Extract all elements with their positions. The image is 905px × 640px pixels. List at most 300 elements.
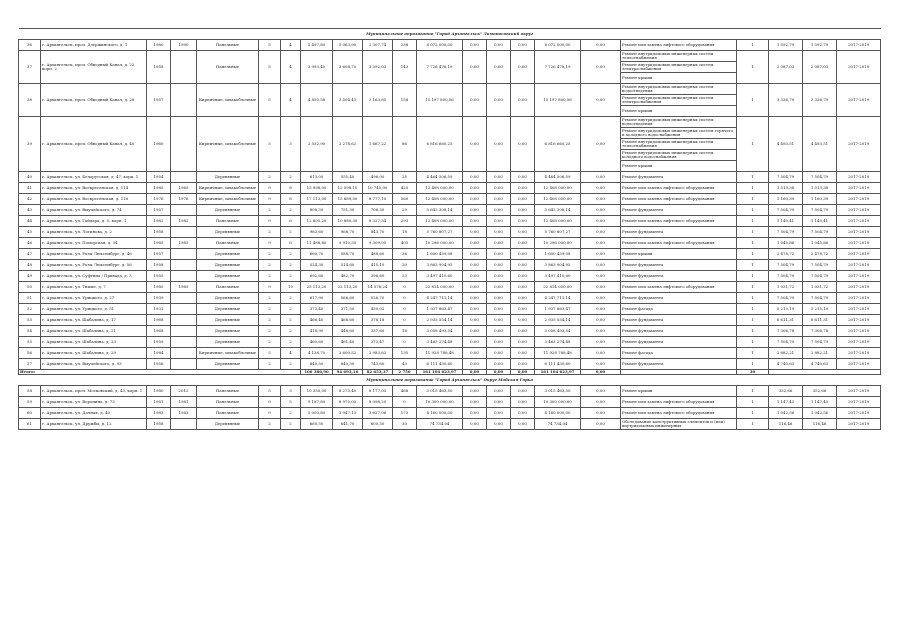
cell-o2: 0,00 xyxy=(581,326,621,337)
cell-c2: 4 493,51 xyxy=(803,117,837,172)
cell-work-type: Ремонт внутридомовых инженерных систем электроснабжения xyxy=(621,62,737,73)
cell-a3: 8 327,34 xyxy=(363,216,393,227)
cell-yr: 2017-2019 xyxy=(837,304,881,315)
cell-a3: 3 163,85 xyxy=(363,84,393,117)
totals-f3: 0,00 xyxy=(511,370,535,375)
cell-a1: 12 895,20 xyxy=(301,216,333,227)
repair-table xyxy=(18,28,881,430)
cell-y1: 1982 xyxy=(147,216,171,227)
cell-n: 42 xyxy=(19,194,41,205)
cell-res: 0 xyxy=(393,397,417,408)
cell-c2: 116,46 xyxy=(803,419,837,430)
section-title: Муниципальное образование "Город Архангельск" Ломоносовский округ xyxy=(19,29,881,40)
cell-c1: 7 504,79 xyxy=(769,260,803,271)
cell-f3: 0,00 xyxy=(511,282,535,293)
cell-addr: г. Архангельск, ул. Воскресенская, д. 116 xyxy=(41,194,147,205)
cell-y1: 1958 xyxy=(147,227,171,238)
cell-fl: 5 xyxy=(259,117,281,172)
cell-f2: 0,00 xyxy=(487,172,511,183)
cell-y1: 1960 xyxy=(147,117,171,172)
cell-a1: 9 187,80 xyxy=(301,397,333,408)
cell-y1: 1985 xyxy=(147,238,171,249)
cell-n: 55 xyxy=(19,337,41,348)
cell-own: 12 408 000,00 xyxy=(535,216,581,227)
cell-a2: 12 598,10 xyxy=(333,183,363,194)
cell-addr: г. Архангельск, ул. Воронина, д. 73 xyxy=(41,397,147,408)
cell-f1: 0,00 xyxy=(463,117,487,172)
cell-fl: 9 xyxy=(259,408,281,419)
cell-n: 61 xyxy=(19,419,41,430)
cell-c1: 1 160,39 xyxy=(769,194,803,205)
cell-own: 3 863 904,95 xyxy=(535,260,581,271)
cell-y1: 1976 xyxy=(147,194,171,205)
cell-f1: 0,00 xyxy=(463,293,487,304)
cell-f2: 0,00 xyxy=(487,84,511,117)
cell-c2: 7 504,79 xyxy=(803,293,837,304)
cell-work-type: Ремонт фундамента xyxy=(621,359,737,370)
cell-f1: 0,00 xyxy=(463,205,487,216)
cell-yr: 2017-2019 xyxy=(837,260,881,271)
cell-mat: Деревянные xyxy=(197,419,259,430)
cell-addr: г. Архангельск, прсп. Обводный Канал, д. 22, корп. 2 xyxy=(41,51,147,84)
cell-f3: 0,00 xyxy=(511,227,535,238)
cell-a1: 418,90 xyxy=(301,326,333,337)
cell-f2: 0,00 xyxy=(487,238,511,249)
cell-res: 0 xyxy=(393,337,417,348)
cell-own: 2 935 554,14 xyxy=(535,315,581,326)
cell-y1: 1939 xyxy=(147,293,171,304)
cell-a2: 3 947,13 xyxy=(333,408,363,419)
cell-f3: 0,00 xyxy=(511,408,535,419)
cell-u: 1 xyxy=(737,205,769,216)
cell-f2: 0,00 xyxy=(487,337,511,348)
cell-f1: 0,00 xyxy=(463,419,487,430)
cell-work-type: Ремонт или замена лифтового оборудования xyxy=(621,282,737,293)
cell-work-type: Обследование конструктивных элементов и (или) внутридомовых инженерных xyxy=(621,419,737,430)
cell-a1: 15 998,00 xyxy=(301,183,333,194)
cell-res: 43 xyxy=(393,359,417,370)
cell-own: 5 760 807,27 xyxy=(535,227,581,238)
table-row xyxy=(19,348,881,359)
cell-work-type: Ремонт внутридомовых инженерных систем электроснабжения xyxy=(621,95,737,106)
totals-label: Итого: xyxy=(19,370,301,375)
cell-f1: 0,00 xyxy=(463,227,487,238)
cell-o2: 0,00 xyxy=(581,271,621,282)
cell-work-type: Ремонт или замена лифтового оборудования xyxy=(621,216,737,227)
cell-u: 1 xyxy=(737,216,769,227)
cell-yr: 2017-2019 xyxy=(837,172,881,183)
cell-y1: 1954 xyxy=(147,172,171,183)
cell-addr: г. Архангельск, ул. Гайдара, д. 5, корп. 1 xyxy=(41,216,147,227)
cell-y2 xyxy=(171,293,197,304)
cell-work-type: Ремонт фундамента xyxy=(621,227,737,238)
cell-mat: Деревянные xyxy=(197,260,259,271)
cell-a3: 706,30 xyxy=(363,205,393,216)
cell-o2: 0,00 xyxy=(581,40,621,51)
cell-c1: 1 592,79 xyxy=(769,40,803,51)
cell-c1: 2 478,72 xyxy=(769,249,803,260)
cell-fl: 2 xyxy=(259,326,281,337)
cell-a3: 843,70 xyxy=(363,227,393,238)
cell-o2: 0,00 xyxy=(581,117,621,172)
cell-a2: 461,40 xyxy=(333,337,363,348)
cell-a3: 1 667,22 xyxy=(363,117,393,172)
cell-f3: 0,00 xyxy=(511,249,535,260)
cell-addr: г. Архангельск, прсп. Дзержинского, д. 1 xyxy=(41,40,147,51)
cell-a2: 555,40 xyxy=(333,172,363,183)
cell-ent: 8 xyxy=(281,194,301,205)
cell-a1: 660,70 xyxy=(301,249,333,260)
cell-ent: 2 xyxy=(281,419,301,430)
cell-a1: 4 138,70 xyxy=(301,348,333,359)
cell-c1: 7 504,79 xyxy=(769,172,803,183)
cell-yr: 2017-2019 xyxy=(837,408,881,419)
cell-work-type: Ремонт или замена лифтового оборудования xyxy=(621,397,737,408)
totals-f2: 0,00 xyxy=(487,370,511,375)
cell-c2: 6 611,31 xyxy=(803,315,837,326)
cell-c1: 2 087,03 xyxy=(769,51,803,84)
cell-f1: 0,00 xyxy=(463,408,487,419)
cell-u: 1 xyxy=(737,282,769,293)
cell-a2: 482,70 xyxy=(333,271,363,282)
cell-own: 12 408 000,00 xyxy=(535,183,581,194)
cell-addr: г. Архангельск, прсп. Обводный Канал, д. 28 xyxy=(41,84,147,117)
cell-a2: 840,50 xyxy=(333,359,363,370)
cell-a1: 5 497,80 xyxy=(301,40,333,51)
cell-a1: 692,60 xyxy=(301,271,333,282)
cell-n: 41 xyxy=(19,183,41,194)
cell-f2: 0,00 xyxy=(487,271,511,282)
cell-a1: 10 350,00 xyxy=(301,386,333,397)
cell-f3: 0,00 xyxy=(511,348,535,359)
cell-n: 56 xyxy=(19,348,41,359)
cell-f2: 0,00 xyxy=(487,397,511,408)
table-row xyxy=(19,238,881,249)
cell-work-type: Ремонт или замена лифтового оборудования xyxy=(621,238,737,249)
cell-addr: г. Архангельск, ул. Розы Люксембург, д. 46 xyxy=(41,249,147,260)
cell-c1: 7 504,79 xyxy=(769,227,803,238)
cell-total: 74 734,04 xyxy=(417,419,463,430)
cell-own: 8 072 000,00 xyxy=(535,40,581,51)
cell-ent: 4 xyxy=(281,40,301,51)
cell-f2: 0,00 xyxy=(487,249,511,260)
cell-res: 173 xyxy=(393,408,417,419)
table-row xyxy=(19,172,881,183)
table-row xyxy=(19,397,881,408)
cell-o2: 0,00 xyxy=(581,238,621,249)
cell-total: 6 816 660,25 xyxy=(417,117,463,172)
table-row xyxy=(19,386,881,397)
cell-addr: г. Архангельск, ул. Урицкого, д. 27 xyxy=(41,293,147,304)
cell-work-type: Ремонт внутридомовых инженерных систем теплоснабжения xyxy=(621,51,737,62)
cell-total: 10 296 000,00 xyxy=(417,238,463,249)
cell-a3: 3 392,03 xyxy=(363,51,393,84)
totals-o2: 0,00 xyxy=(581,370,621,375)
cell-c1: 4 740,63 xyxy=(769,359,803,370)
cell-u: 1 xyxy=(737,40,769,51)
cell-n: 43 xyxy=(19,205,41,216)
cell-res: 0 xyxy=(393,282,417,293)
cell-c2: 1 042,56 xyxy=(803,408,837,419)
cell-n: 52 xyxy=(19,304,41,315)
cell-n: 49 xyxy=(19,271,41,282)
cell-n: 37 xyxy=(19,51,41,84)
cell-a3: 2 307,74 xyxy=(363,40,393,51)
cell-yr: 2017-2019 xyxy=(837,84,881,117)
cell-res: 18 xyxy=(393,326,417,337)
cell-c2: 7 504,79 xyxy=(803,337,837,348)
cell-a2: 9 910,50 xyxy=(333,238,363,249)
cell-work-type: Ремонт внутридомовых инженерных систем водоотведения xyxy=(621,84,737,95)
cell-c1: 1 513,38 xyxy=(769,183,803,194)
cell-u: 1 xyxy=(737,117,769,172)
cell-total: 12 408 000,00 xyxy=(417,194,463,205)
cell-yr: 2017-2019 xyxy=(837,348,881,359)
cell-u: 1 xyxy=(737,304,769,315)
cell-yr: 2017-2019 xyxy=(837,397,881,408)
cell-y2 xyxy=(171,337,197,348)
cell-res: 18 xyxy=(393,227,417,238)
cell-own: 4 160 000,00 xyxy=(535,408,581,419)
cell-fl: 9 xyxy=(259,282,281,293)
cell-total: 6 111 430,60 xyxy=(417,359,463,370)
cell-work-type: Ремонт крыши xyxy=(621,386,737,397)
cell-fl: 2 xyxy=(259,419,281,430)
cell-c2: 1 031,72 xyxy=(803,282,837,293)
cell-o2: 0,00 xyxy=(581,348,621,359)
cell-addr: г. Архангельск, ул. Выучейского, д. 74 xyxy=(41,205,147,216)
cell-total: 3 863 904,95 xyxy=(417,260,463,271)
cell-a3: 600,50 xyxy=(363,419,393,430)
table-row xyxy=(19,227,881,238)
cell-c1: 116,46 xyxy=(769,419,803,430)
cell-a2: 10 880,30 xyxy=(333,216,363,227)
cell-c2: 3 336,79 xyxy=(803,84,837,117)
cell-total: 2 935 554,14 xyxy=(417,315,463,326)
cell-addr: г. Архангельск, ул. Выучейского, д. 93 xyxy=(41,359,147,370)
cell-f2: 0,00 xyxy=(487,205,511,216)
cell-fl: 2 xyxy=(259,359,281,370)
cell-y2 xyxy=(171,315,197,326)
cell-own: 4 464 506,59 xyxy=(535,172,581,183)
cell-own: 11 928 788,48 xyxy=(535,348,581,359)
cell-ent: 2 xyxy=(281,205,301,216)
cell-addr: г. Архангельск, прсп. Московский, д. 43, корп. 1 xyxy=(41,386,147,397)
cell-c1: 7 504,79 xyxy=(769,205,803,216)
cell-work-type: Ремонт или замена лифтового оборудования xyxy=(621,194,737,205)
cell-c1: 1 140,41 xyxy=(769,216,803,227)
cell-mat: Деревянные xyxy=(197,205,259,216)
cell-a2: 8 970,00 xyxy=(333,397,363,408)
cell-own: 3 463 274,48 xyxy=(535,337,581,348)
cell-a2: 641,70 xyxy=(333,419,363,430)
cell-o2: 0,00 xyxy=(581,227,621,238)
cell-fl: 9 xyxy=(259,238,281,249)
cell-a3: 8 098,20 xyxy=(363,397,393,408)
cell-res: 425 xyxy=(393,183,417,194)
cell-c2: 4 740,63 xyxy=(803,359,837,370)
cell-y2 xyxy=(171,84,197,117)
cell-mat: Панельные xyxy=(197,51,259,84)
cell-f3: 0,00 xyxy=(511,40,535,51)
cell-f2: 0,00 xyxy=(487,227,511,238)
cell-mat: Панельные xyxy=(197,397,259,408)
cell-c2: 7 504,79 xyxy=(803,271,837,282)
cell-mat: Деревянные xyxy=(197,337,259,348)
cell-fl: 9 xyxy=(259,216,281,227)
cell-a1: 3 993,40 xyxy=(301,51,333,84)
cell-y2 xyxy=(171,271,197,282)
cell-y1: 1985 xyxy=(147,183,171,194)
cell-a1: 17 113,00 xyxy=(301,194,333,205)
cell-total: 4 464 506,59 xyxy=(417,172,463,183)
cell-y2: 1983 xyxy=(171,408,197,419)
cell-yr: 2017-2019 xyxy=(837,183,881,194)
cell-addr: г. Архангельск, ул. Белорусская, д. 47, корп. 1 xyxy=(41,172,147,183)
cell-y1: 1958 xyxy=(147,51,171,84)
cell-f3: 0,00 xyxy=(511,271,535,282)
cell-f2: 0,00 xyxy=(487,293,511,304)
cell-a3: 496,00 xyxy=(363,172,393,183)
totals-units: 30 xyxy=(737,370,769,375)
cell-y1: 1958 xyxy=(147,419,171,430)
table-row xyxy=(19,183,881,194)
cell-mat: Кирпичные, шлакоблочные xyxy=(197,183,259,194)
cell-c1: 7 504,79 xyxy=(769,337,803,348)
cell-yr: 2017-2019 xyxy=(837,359,881,370)
cell-f1: 0,00 xyxy=(463,260,487,271)
cell-f1: 0,00 xyxy=(463,282,487,293)
cell-y2: 1985 xyxy=(171,282,197,293)
cell-o2: 0,00 xyxy=(581,205,621,216)
cell-yr: 2017-2019 xyxy=(837,326,881,337)
cell-a1: 840,50 xyxy=(301,359,333,370)
totals-res: 2 750 xyxy=(393,370,417,375)
cell-own: 1 600 459,08 xyxy=(535,249,581,260)
cell-fl: 2 xyxy=(259,249,281,260)
cell-y1: 1958 xyxy=(147,260,171,271)
cell-yr: 2017-2019 xyxy=(837,205,881,216)
cell-total: 3 497 410,60 xyxy=(417,271,463,282)
cell-u: 1 xyxy=(737,348,769,359)
cell-yr: 2017-2019 xyxy=(837,51,881,84)
cell-a3: 373,47 xyxy=(363,337,393,348)
cell-y1: 1957 xyxy=(147,84,171,117)
cell-y1: 1980 xyxy=(147,40,171,51)
table-row xyxy=(19,337,881,348)
cell-y2 xyxy=(171,51,197,84)
cell-ent: 8 xyxy=(281,183,301,194)
cell-y1: 1959 xyxy=(147,337,171,348)
table-row xyxy=(19,249,881,260)
cell-y2 xyxy=(171,348,197,359)
cell-ent: 10 xyxy=(281,282,301,293)
cell-o2: 0,00 xyxy=(581,397,621,408)
cell-a3: 396,60 xyxy=(363,271,393,282)
cell-res: 560 xyxy=(393,194,417,205)
cell-n: 51 xyxy=(19,293,41,304)
cell-u: 1 xyxy=(737,183,769,194)
cell-yr: 2017-2019 xyxy=(837,117,881,172)
cell-total: 12 408 000,00 xyxy=(417,216,463,227)
cell-a1: 613,00 xyxy=(301,172,333,183)
cell-a1: 373,40 xyxy=(301,304,333,315)
cell-total: 3 015 463,50 xyxy=(417,386,463,397)
cell-res: 158 xyxy=(393,84,417,117)
cell-yr: 2017-2019 xyxy=(837,293,881,304)
cell-addr: г. Архангельск, ул. Дачная, д. 40 xyxy=(41,408,147,419)
cell-fl: 2 xyxy=(259,260,281,271)
cell-f2: 0,00 xyxy=(487,216,511,227)
cell-a3: 415,10 xyxy=(363,260,393,271)
cell-c1: 3 336,79 xyxy=(769,84,803,117)
cell-work-type: Ремонт фундамента xyxy=(621,315,737,326)
cell-o2: 0,00 xyxy=(581,386,621,397)
cell-o2: 0,00 xyxy=(581,282,621,293)
cell-a3: 10 745,00 xyxy=(363,183,393,194)
cell-res: 20 xyxy=(393,260,417,271)
table-row xyxy=(19,293,881,304)
cell-n: 45 xyxy=(19,227,41,238)
cell-f1: 0,00 xyxy=(463,348,487,359)
cell-f1: 0,00 xyxy=(463,84,487,117)
cell-y2: 1985 xyxy=(171,183,197,194)
cell-n: 44 xyxy=(19,216,41,227)
cell-n: 60 xyxy=(19,408,41,419)
cell-f3: 0,00 xyxy=(511,293,535,304)
cell-mat: Кирпичные, шлакоблочные xyxy=(197,84,259,117)
cell-yr: 2017-2019 xyxy=(837,40,881,51)
cell-mat: Деревянные xyxy=(197,359,259,370)
cell-own: 3 497 410,60 xyxy=(535,271,581,282)
cell-res: 36 xyxy=(393,249,417,260)
cell-f2: 0,00 xyxy=(487,117,511,172)
cell-f1: 0,00 xyxy=(463,194,487,205)
cell-ent: 2 xyxy=(281,293,301,304)
cell-ent: 6 xyxy=(281,216,301,227)
cell-ent: 4 xyxy=(281,348,301,359)
cell-y1: 1983 xyxy=(147,408,171,419)
cell-n: 48 xyxy=(19,260,41,271)
cell-work-type: Ремонт крыши xyxy=(621,161,737,172)
cell-work-type: Ремонт фасада xyxy=(621,348,737,359)
cell-work-type: Ремонт внутридомовых инженерных систем теплоснабжения xyxy=(621,139,737,150)
cell-fl: 2 xyxy=(259,271,281,282)
cell-work-type: Ремонт фасада xyxy=(621,304,737,315)
cell-o2: 0,00 xyxy=(581,249,621,260)
cell-ent: 3 xyxy=(281,117,301,172)
cell-f1: 0,00 xyxy=(463,359,487,370)
cell-a3: 378,18 xyxy=(363,315,393,326)
cell-fl: 9 xyxy=(259,397,281,408)
table-row xyxy=(19,51,881,62)
cell-n: 46 xyxy=(19,238,41,249)
cell-ent: 2 xyxy=(281,227,301,238)
cell-total: 5 760 807,27 xyxy=(417,227,463,238)
cell-y1: 1984 xyxy=(147,348,171,359)
table-body xyxy=(19,29,881,430)
cell-ent: 2 xyxy=(281,304,301,315)
cell-mat: Деревянные xyxy=(197,293,259,304)
cell-f3: 0,00 xyxy=(511,84,535,117)
cell-addr: г. Архангельск, ул. Шабалина, д. 23 xyxy=(41,337,147,348)
cell-fl: 2 xyxy=(259,205,281,216)
cell-n: 53 xyxy=(19,315,41,326)
cell-a1: 5 000,80 xyxy=(301,408,333,419)
cell-a3: 8 177,03 xyxy=(363,386,393,397)
cell-res: 0 xyxy=(393,293,417,304)
cell-y2: 1976 xyxy=(171,194,197,205)
